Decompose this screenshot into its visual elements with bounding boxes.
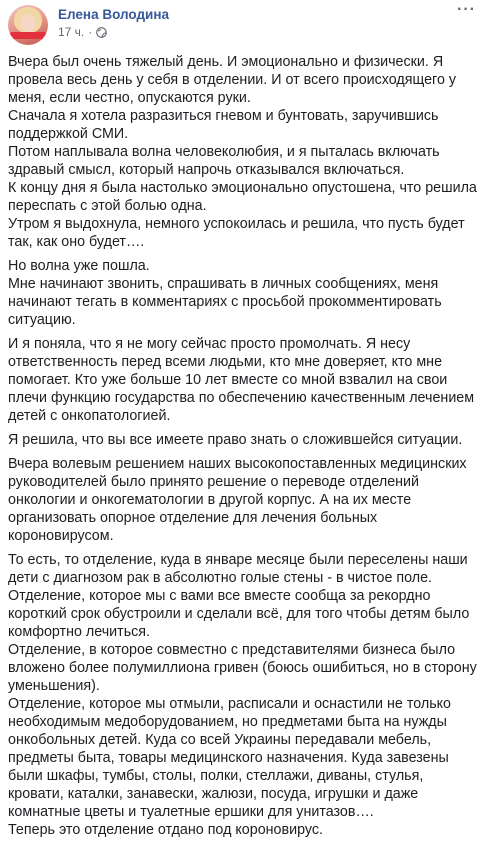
post-text-line: Но волна уже пошла. bbox=[8, 258, 150, 274]
author-name[interactable]: Елена Володина bbox=[58, 7, 169, 22]
post-paragraph bbox=[8, 455, 478, 545]
post-time-row bbox=[58, 25, 169, 40]
more-options-icon[interactable]: ··· bbox=[457, 1, 476, 18]
post-paragraph bbox=[8, 257, 478, 329]
post-text-line: Теперь это отделение отдано под короновирус. bbox=[8, 822, 323, 838]
post-text-line: То есть, то отделение, куда в январе месяце были переселены наши дети с диагнозом рак в абсолютно голые стены - в чистое поле. bbox=[8, 552, 468, 586]
author-avatar[interactable] bbox=[8, 5, 48, 45]
post-paragraph bbox=[8, 53, 478, 251]
post-text-line: Мне начинают звонить, спрашивать в личных сообщениях, меня начинают тегать в комментариях с просьбой прокомментировать ситуацию. bbox=[8, 276, 442, 328]
post-text-line: И я поняла, что я не могу сейчас просто промолчать. Я несу ответственность перед всеми людьми, кто мне доверяет, кто мне помогает. Кто уже больше 10 лет вместе со мной взвалил на свои плечи функцию государства по обеспечению качественным лечением детей с онкопатологией. bbox=[8, 336, 475, 424]
post-meta bbox=[58, 3, 169, 40]
post-text-line: Вчера был очень тяжелый день. И эмоционально и физически. Я провела весь день у себя в отделении. И от всего происходящего у меня, если честно, опускаются руки. bbox=[8, 54, 457, 106]
post-text-line: Вчера волевым решением наших высокопоставленных медицинских руководителей было принято решение о переводе отделений онкологии и онкогематологии в другой корпус. А на их месте организовать опорное отделение для лечения больных короновирусом. bbox=[8, 456, 467, 544]
post-paragraph bbox=[8, 551, 478, 839]
separator-dot: · bbox=[88, 25, 93, 39]
post-header bbox=[8, 0, 478, 53]
post-text-line: Потом наплывала волна человеколюбия, и я пыталась включать здравый смысл, который напрочь отказывался включаться. bbox=[8, 144, 440, 178]
globe-icon[interactable] bbox=[96, 27, 107, 38]
post-text-line: К концу дня я была настолько эмоционально опустошена, что решила переспать с этой болью одна. bbox=[8, 180, 477, 214]
post-text-line: Отделение, в которое совместно с представителями бизнеса было вложено более полумиллиона гривен (боюсь ошибиться, но в сторону уменьшения). bbox=[8, 642, 477, 694]
post-timestamp[interactable]: 17 ч. bbox=[58, 25, 85, 39]
post-text-line: Сначала я хотела разразиться гневом и бунтовать, заручившись поддержкой СМИ. bbox=[8, 108, 439, 142]
post-paragraph bbox=[8, 431, 478, 449]
post-paragraph bbox=[8, 335, 478, 425]
post-text-line: Отделение, которое мы с вами все вместе сообща за рекордно короткий срок обустроили и сделали всё, для того чтобы детям было комфортно лечиться. bbox=[8, 588, 470, 640]
post-text bbox=[8, 53, 478, 839]
post-text-line: Утром я выдохнула, немного успокоилась и решила, что пусть будет так, как оно будет…. bbox=[8, 216, 465, 250]
post-text-line: Я решила, что вы все имеете право знать о сложившейся ситуации. bbox=[8, 432, 463, 448]
post-text-line: Отделение, которое мы отмыли, расписали и оснастили не только необходимым медоборудованием, но предметами быта на нужды онкобольных детей. Куда со всей Украины передавали мебель, предметы быта, товары медицинского назначения. Куда завезены были шкафы, тумбы, столы, полки, стеллажи, диваны, стулья, кровати, каталки, занавески, жалюзи, посуда, игрушки и даже комнатные цветы и туалетные ершики для унитазов…. bbox=[8, 696, 452, 820]
